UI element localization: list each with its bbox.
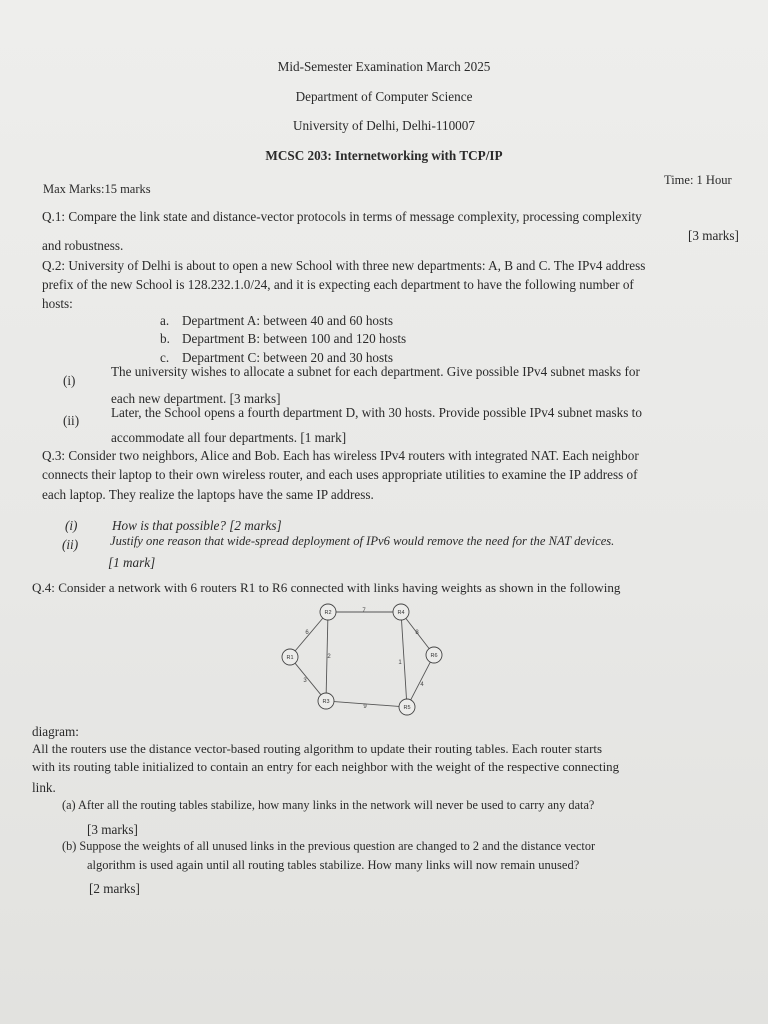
link-weight-r4-r5: 1 [398, 660, 402, 666]
q2-i-label: (i) [63, 373, 76, 388]
router-network-diagram [276, 600, 446, 718]
q4-a-line-1: (a) After all the routing tables stabilize, how many links in the network will never be used to carry any data? [62, 798, 595, 812]
max-marks: Max Marks:15 marks [43, 182, 151, 196]
q3-line-1: Q.3: Consider two neighbors, Alice and Bob. Each has wireless IPv4 routers with integrated NAT. Each neighbor [42, 448, 639, 463]
q3-ii-label: (ii) [62, 537, 79, 552]
link-weight-r2-r4: 7 [362, 608, 366, 614]
router-label-r5: R5 [403, 705, 411, 711]
link-weight-r3-r5: 9 [363, 704, 367, 710]
link-weight-r4-r6: 8 [415, 630, 419, 636]
q3-i-label: (i) [65, 518, 78, 533]
q3-ii-line-1: Justify one reason that wide-spread deployment of IPv6 would remove the need for the NAT devices. [110, 534, 615, 548]
course-title: MCSC 203: Internetworking with TCP/IP [265, 148, 503, 163]
router-label-r1: R1 [286, 655, 294, 661]
q3-ii-line-2: [1 mark] [108, 555, 156, 570]
link-weight-r1-r3: 3 [303, 678, 307, 684]
q4-b-line-3: [2 marks] [89, 881, 140, 896]
q4-line-2: diagram: [32, 724, 79, 739]
q2-ii-line-1: Later, the School opens a fourth department D, with 30 hosts. Provide possible IPv4 subnet masks to [111, 405, 642, 420]
q2-ii-line-2: accommodate all four departments. [1 mark] [111, 430, 347, 445]
link-r5-r6 [411, 662, 431, 700]
q2-ii-label: (ii) [63, 413, 80, 428]
dept-b-label: b. [160, 331, 170, 346]
q2-i-line-1: The university wishes to allocate a subnet for each department. Give possible IPv4 subnet masks for [111, 364, 640, 379]
link-weight-r1-r2: 6 [305, 630, 309, 636]
router-label-r2: R2 [324, 610, 332, 616]
q3-i-text: How is that possible? [2 marks] [112, 518, 282, 533]
dept-a-text: Department A: between 40 and 60 hosts [182, 313, 393, 328]
q2-line-3: hosts: [42, 296, 73, 311]
link-weight-r2-r3: 2 [327, 654, 331, 660]
q4-line-5: link. [32, 780, 56, 795]
university-name: University of Delhi, Delhi-110007 [293, 118, 475, 133]
q4-line-3: All the routers use the distance vector-based routing algorithm to update their routing tables. Each router starts [32, 742, 602, 756]
router-label-r6: R6 [430, 653, 438, 659]
q3-line-3: each laptop. They realize the laptops have the same IP address. [42, 487, 374, 502]
q4-a-line-2: [3 marks] [87, 822, 138, 837]
router-label-r4: R4 [397, 610, 405, 616]
q4-line-4: with its routing table initialized to contain an entry for each neighbor with the weight of the respective connecting [32, 760, 620, 774]
q1-line-2: and robustness. [42, 238, 124, 253]
q2-line-2: prefix of the new School is 128.232.1.0/24, and it is expecting each department to have the following number of [42, 277, 634, 292]
q4-b-line-1: (b) Suppose the weights of all unused links in the previous question are changed to 2 and the distance vector [62, 839, 596, 853]
dept-c-label: c. [160, 350, 170, 365]
link-r4-r5 [402, 620, 407, 699]
q1-line-1: Q.1: Compare the link state and distance-vector protocols in terms of message complexity, processing complexity [42, 209, 642, 224]
router-label-r3: R3 [322, 699, 330, 705]
dept-c-text: Department C: between 20 and 30 hosts [182, 350, 393, 365]
link-r1-r3 [295, 663, 321, 695]
exam-title: Mid-Semester Examination March 2025 [277, 59, 491, 74]
exam-time: Time: 1 Hour [664, 173, 732, 187]
q1-marks: [3 marks] [688, 228, 739, 243]
q2-i-line-2: each new department. [3 marks] [111, 391, 281, 406]
q4-line-1: Q.4: Consider a network with 6 routers R1 to R6 connected with links having weights as shown in the following [32, 580, 621, 595]
department-name: Department of Computer Science [295, 89, 473, 104]
q3-line-2: connects their laptop to their own wireless router, and each uses appropriate utilities to examine the IP address of [42, 467, 638, 482]
q4-b-line-2: algorithm is used again until all routing tables stabilize. How many links will now remain unused? [87, 858, 580, 872]
dept-b-text: Department B: between 100 and 120 hosts [182, 331, 407, 346]
link-r1-r2 [295, 618, 323, 651]
dept-a-label: a. [160, 313, 170, 328]
link-weight-r5-r6: 4 [420, 682, 424, 688]
q2-line-1: Q.2: University of Delhi is about to open a new School with three new departments: A, B and C. The IPv4 address [42, 258, 646, 273]
